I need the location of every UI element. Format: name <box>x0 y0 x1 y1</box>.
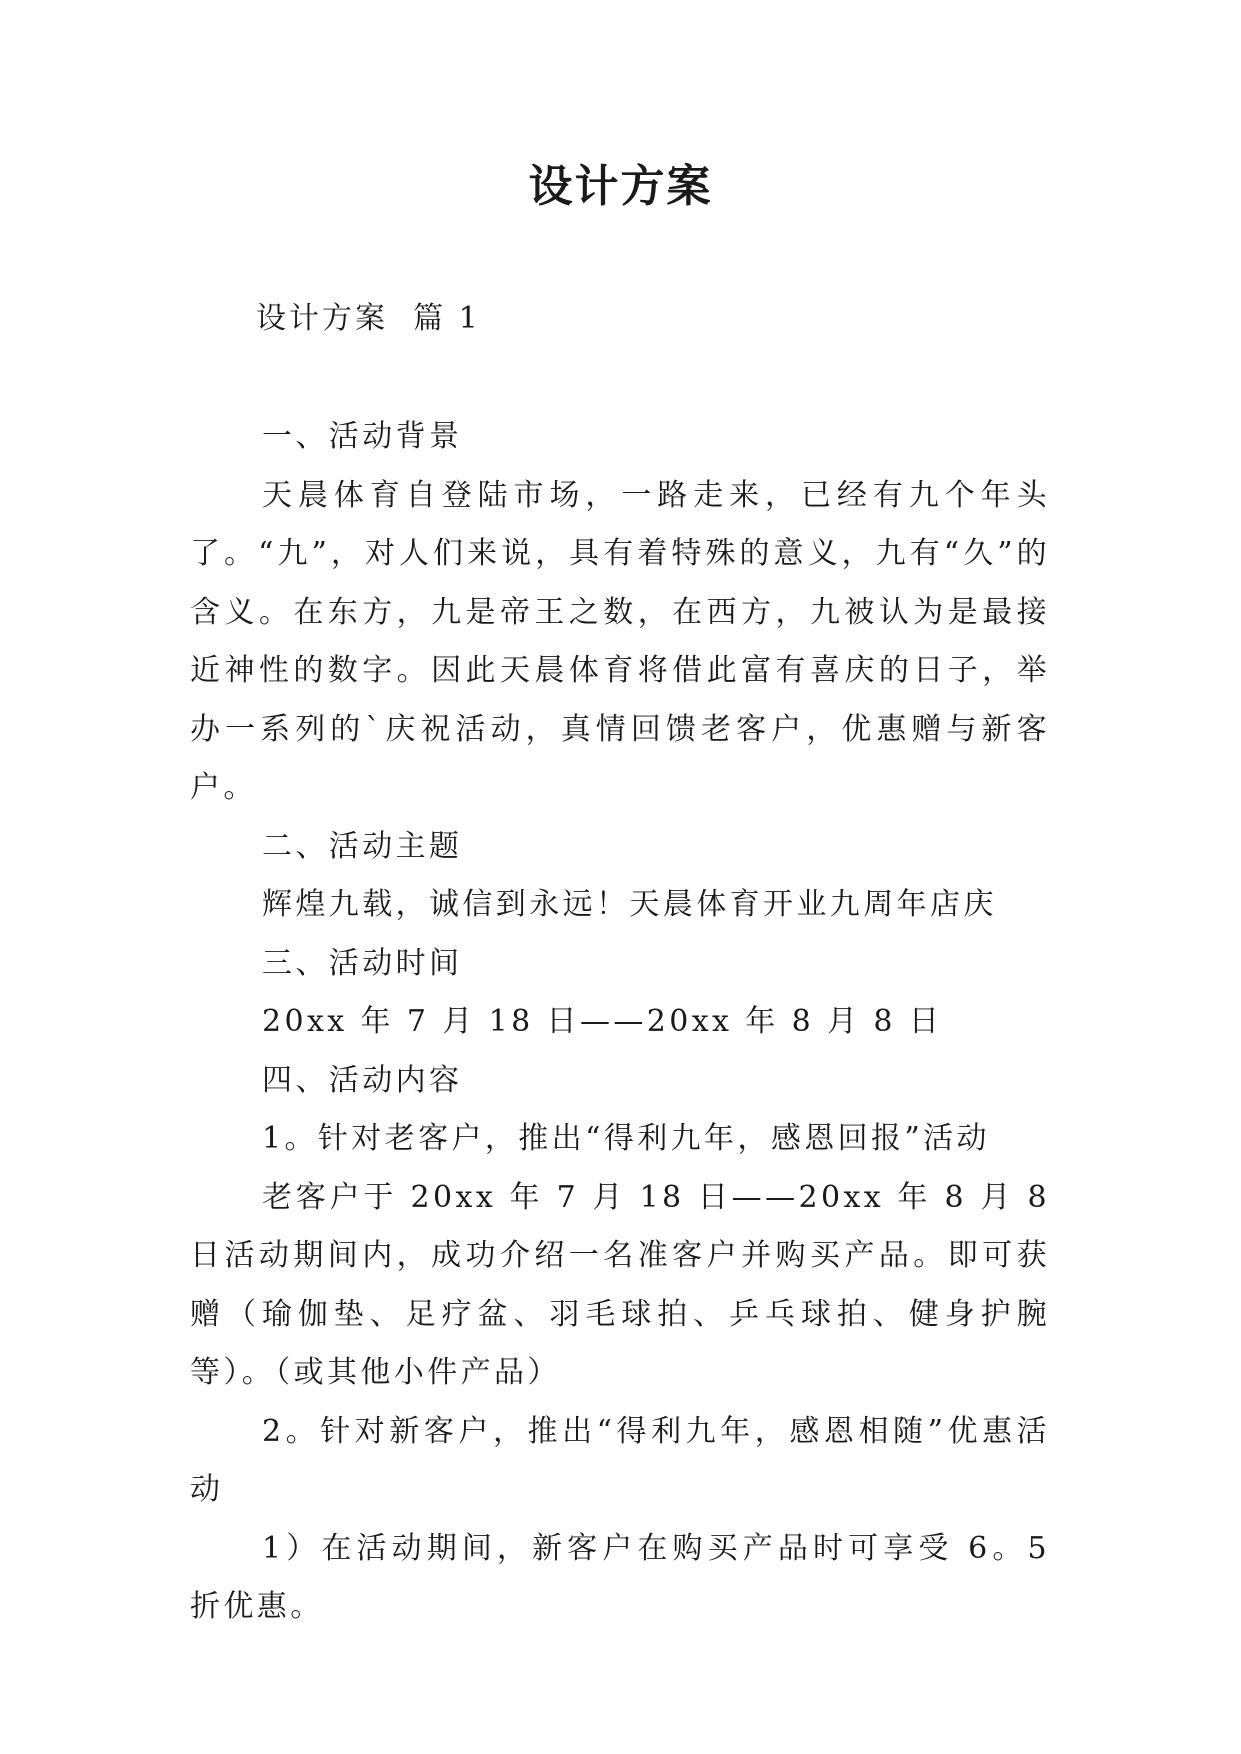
document-title: 设计方案 <box>528 161 713 212</box>
heading-theme: 二、活动主题 <box>262 828 463 864</box>
paragraph-theme: 辉煌九载，诚信到永远！天晨体育开业九周年店庆 <box>262 887 997 922</box>
document-body <box>190 408 1050 1637</box>
heading-background: 一、活动背景 <box>262 419 463 454</box>
paragraph-old-customers-detail: 老客户于 20xx 年 7 月 18 日——20xx 年 8 月 8 日活动期间内，成功介绍一名准客户并购买产品。即可获赠（瑜伽垫、足疗盆、羽毛球拍、乒乓球拍、健身护腕等）。（或其他小件产品） <box>190 1179 1050 1390</box>
section-subtitle: 设计方案 篇 1 <box>256 301 481 336</box>
paragraph-old-customers-title: 1。针对老客户，推出“得利九年，感恩回报”活动 <box>262 1121 990 1156</box>
heading-content: 四、活动内容 <box>262 1062 463 1098</box>
paragraph-background: 天晨体育自登陆市场，一路走来，已经有九个年头了。“九”，对人们来说，具有着特殊的意义，九有“久”的含义。在东方，九是帝王之数，在西方，九被认为是最接近神性的数字。因此天晨体育将借此富有喜庆的日子，举办一系列的`庆祝活动，真情回馈老客户，优惠赠与新客户。 <box>190 477 1050 805</box>
paragraph-new-customers-title: 2。针对新客户，推出“得利九年，感恩相随”优惠活动 <box>190 1413 1050 1507</box>
paragraph-new-customers-discount: 1）在活动期间，新客户在购买产品时可享受 6。5 折优惠。 <box>190 1530 1050 1624</box>
paragraph-time: 20xx 年 7 月 18 日——20xx 年 8 月 8 日 <box>262 1004 943 1039</box>
heading-time: 三、活动时间 <box>262 945 463 981</box>
